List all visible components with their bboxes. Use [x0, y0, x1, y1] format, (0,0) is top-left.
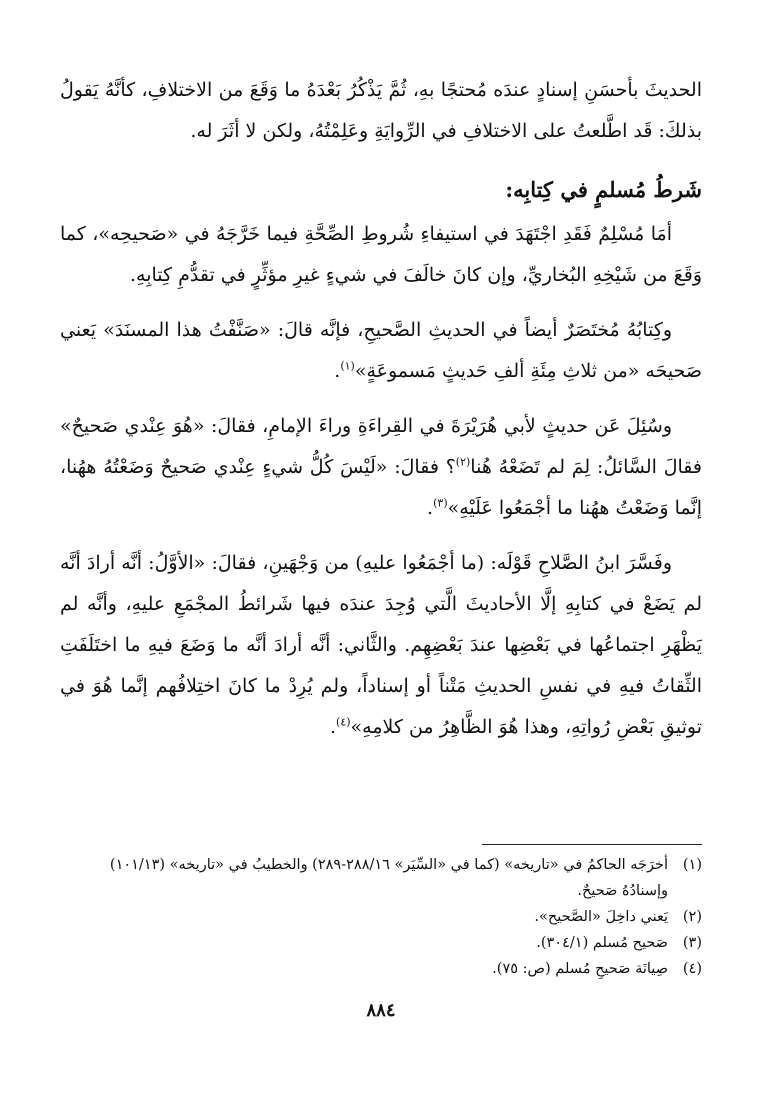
paragraph-ibn-salah: [60, 543, 702, 748]
paragraph-abu-hurayra-text-a: وسُئِلَ عَن حديثٍ لأبي هُرَيْرَةَ في القِراءَةِ وراءَ الإمامِ، فقالَ: «هُوَ عِنْدي صَحيحٌ» فقالَ السَّائلُ: لِمَ لم تَضَعْهُ هُنا: [60, 415, 702, 478]
paragraph-muslim-condition: [60, 214, 702, 296]
section-heading: شَرطُ مُسلمٍ في كِتابِه:: [505, 177, 702, 202]
footnote-ref-3[interactable]: (٣): [433, 496, 448, 510]
paragraph-abu-hurayra: [60, 406, 702, 529]
paragraph-abu-hurayra-end: .: [427, 497, 434, 519]
footnote-item: [60, 930, 702, 956]
footnote-item: [60, 852, 702, 904]
paragraph-muslim-condition-text: أمَا مُسْلِمٌ فَقَدِ اجْتَهَدَ في استيفاءِ شُروطِ الصِّحَّةِ فيما خَرَّجَهُ في «صَحيحِه»، كما وَقَعَ من شَيْخِهِ البُخاريِّ، وإن كانَ خالَفَ في شيءٍ غيرِ مؤثِّرٍ في تقدُّمِ كِتابِهِ.: [60, 223, 702, 286]
paragraph-ibn-salah-text: وفَسَّرَ ابنُ الصَّلاحِ قَوْلَه: (ما أجْمَعُوا عليهِ) من وَجْهَينِ، فقالَ: «الأوَّلُ: أنَّه أرادَ أنَّه لم يَضَعْ في كتابِهِ إلَّا الأحاديثَ الَّتي وُجِدَ عندَه فيها شَرائطُ المجْمَعِ عليهِ، وأنَّه لم يَظْهَرِ اجتماعُها في بَعْضِها عندَ بَعْضِهِم. والثَّاني: أنَّه أرادَ أنَّه ما وَضَعَ فيهِ ما اختَلَفَتِ الثِّقاتُ فيهِ في نفسِ الحديثِ مَتْناً أو إسناداً، ولم يُرِدْ ما كانَ اختِلافُهم إنَّما هُوَ في توثيقِ بَعْضِ رُواتِهِ، وهذا هُوَ الظَّاهِرُ من كلامِهِ»: [60, 552, 702, 738]
footnotes-section: [60, 852, 702, 982]
paragraph-book-summary: [60, 310, 702, 392]
paragraph-book-summary-end: .: [334, 360, 341, 382]
paragraph-ibn-salah-end: .: [329, 716, 337, 738]
footnote-item: [60, 904, 702, 930]
paragraph-intro-text: الحديثَ بأحسَنِ إسنادٍ عندَه مُحتجًا بهِ، ثُمَّ يَذْكُرُ بَعْدَهُ ما وَقَعَ من الاختلافِ، كأنَّهُ يَقولُ بذلكَ: قَد اطَّلعتُ على الاختلافِ في الرِّوايَةِ وعَلِمْتُهُ، ولكن لا أثَرَ له.: [60, 79, 702, 142]
footnote-text: صَحيح مُسلم (٣٠٤/١).: [536, 935, 668, 951]
footnote-divider: [482, 844, 702, 845]
footnote-ref-1[interactable]: (١): [340, 359, 355, 373]
footnote-number: (٤): [682, 961, 702, 977]
paragraph-abu-hurayra-text-b: ؟ فقالَ: «لَيْسَ كُلُّ شيءٍ عِنْدي صَحيحٌ وَضَعْتُهُ ههُنا، إنَّما وَضَعْتُ ههُنا ما أجْمَعُوا عَلَيْهِ»: [60, 456, 702, 519]
footnote-item: [60, 956, 702, 982]
footnote-ref-4[interactable]: (٤): [336, 715, 351, 729]
footnote-ref-2[interactable]: (٢): [455, 455, 471, 469]
paragraph-book-summary-text: وكِتابُهُ مُختَصَرٌ أيضاً في الحديثِ الصَّحيحِ، فإنَّه قالَ: «صَنَّفْتُ هذا المسنَدَ» يَعني صَحيحَه «من ثلاثِ مِئَةِ ألفِ حَديثٍ مَسموعَةٍ»: [60, 319, 702, 382]
footnote-number: (٣): [682, 935, 702, 951]
page-body: [60, 70, 702, 1021]
footnote-text: يَعني داخِلَ «الصَّحيح».: [534, 909, 668, 925]
footnote-text: أخرَجَه الحاكمُ في «تاريخه» (كما في «السِّيَر» ٢٨٨/١٦-٢٨٩) والخطيبُ في «تاريخه» (١٠١/١٣) وإسنادُهُ صَحيحٌ.: [109, 857, 668, 899]
paragraph-intro: [60, 70, 702, 152]
footnote-number: (١): [682, 857, 702, 873]
footnote-text: صِيانَة صَحيحِ مُسلم (ص: ٧٥).: [492, 961, 668, 977]
page-number: ٨٨٤: [366, 1000, 396, 1021]
footnote-number: (٢): [682, 909, 702, 925]
